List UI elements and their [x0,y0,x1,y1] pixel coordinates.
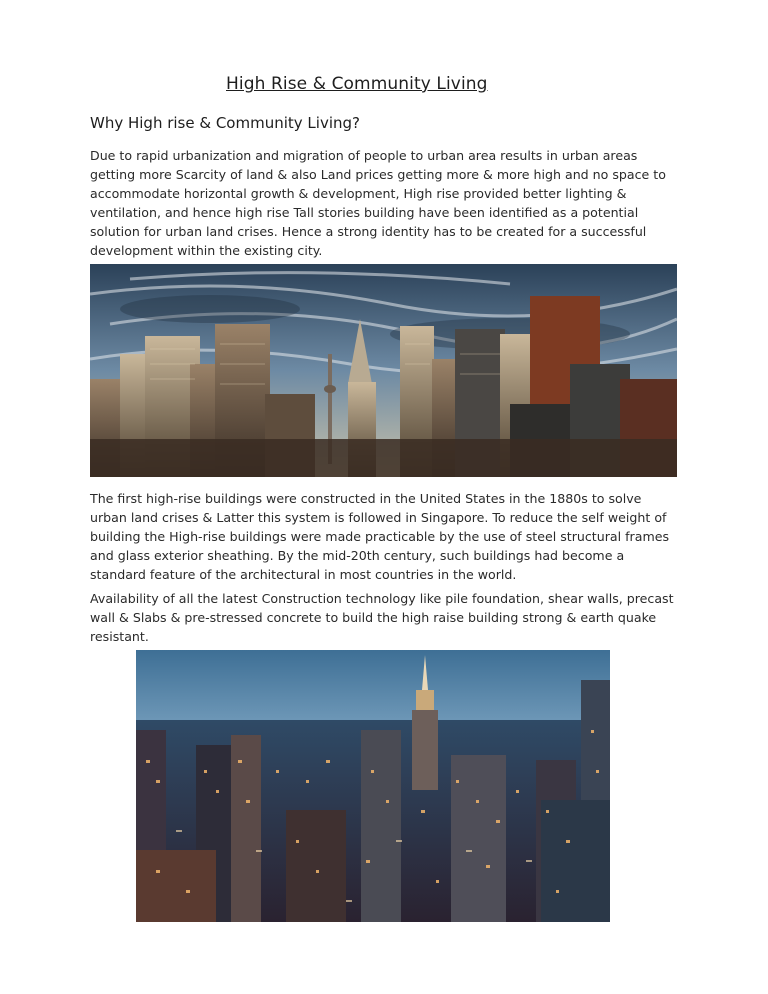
paragraph-history: The first high-rise buildings were constructed in the United States in the 1880s to solve urban land crises & Latter this system is followed in Singapore. To reduce the self weight of building the High-rise buildings were made practicable by the use of steel structural frames and glass exterior sheathing. By the mid-20th century, such buildings had become a standard feature of the architectural in most countries in the world. [90,491,670,582]
section-heading: Why High rise & Community Living? [90,114,360,132]
skyline-photo-day [90,264,677,477]
page-title: High Rise & Community Living [226,74,488,94]
paragraph-technology: Availability of all the latest Construction technology like pile foundation, shear walls, precast wall & Slabs & pre-stressed concrete to build the high raise building strong & earth quake resistant. [90,591,674,644]
paragraph-intro: Due to rapid urbanization and migration of people to urban area results in urban areas getting more Scarcity of land & also Land prices getting more & more high and no space to accommodate horizontal growth & development, High rise provided better lighting & ventilation, and hence high rise Tall stories building have been identified as a potential solution for urban land crises. Hence a strong identity has to be created for a successful development within the existing city. [90,148,666,258]
skyline-photo-night [136,650,610,922]
